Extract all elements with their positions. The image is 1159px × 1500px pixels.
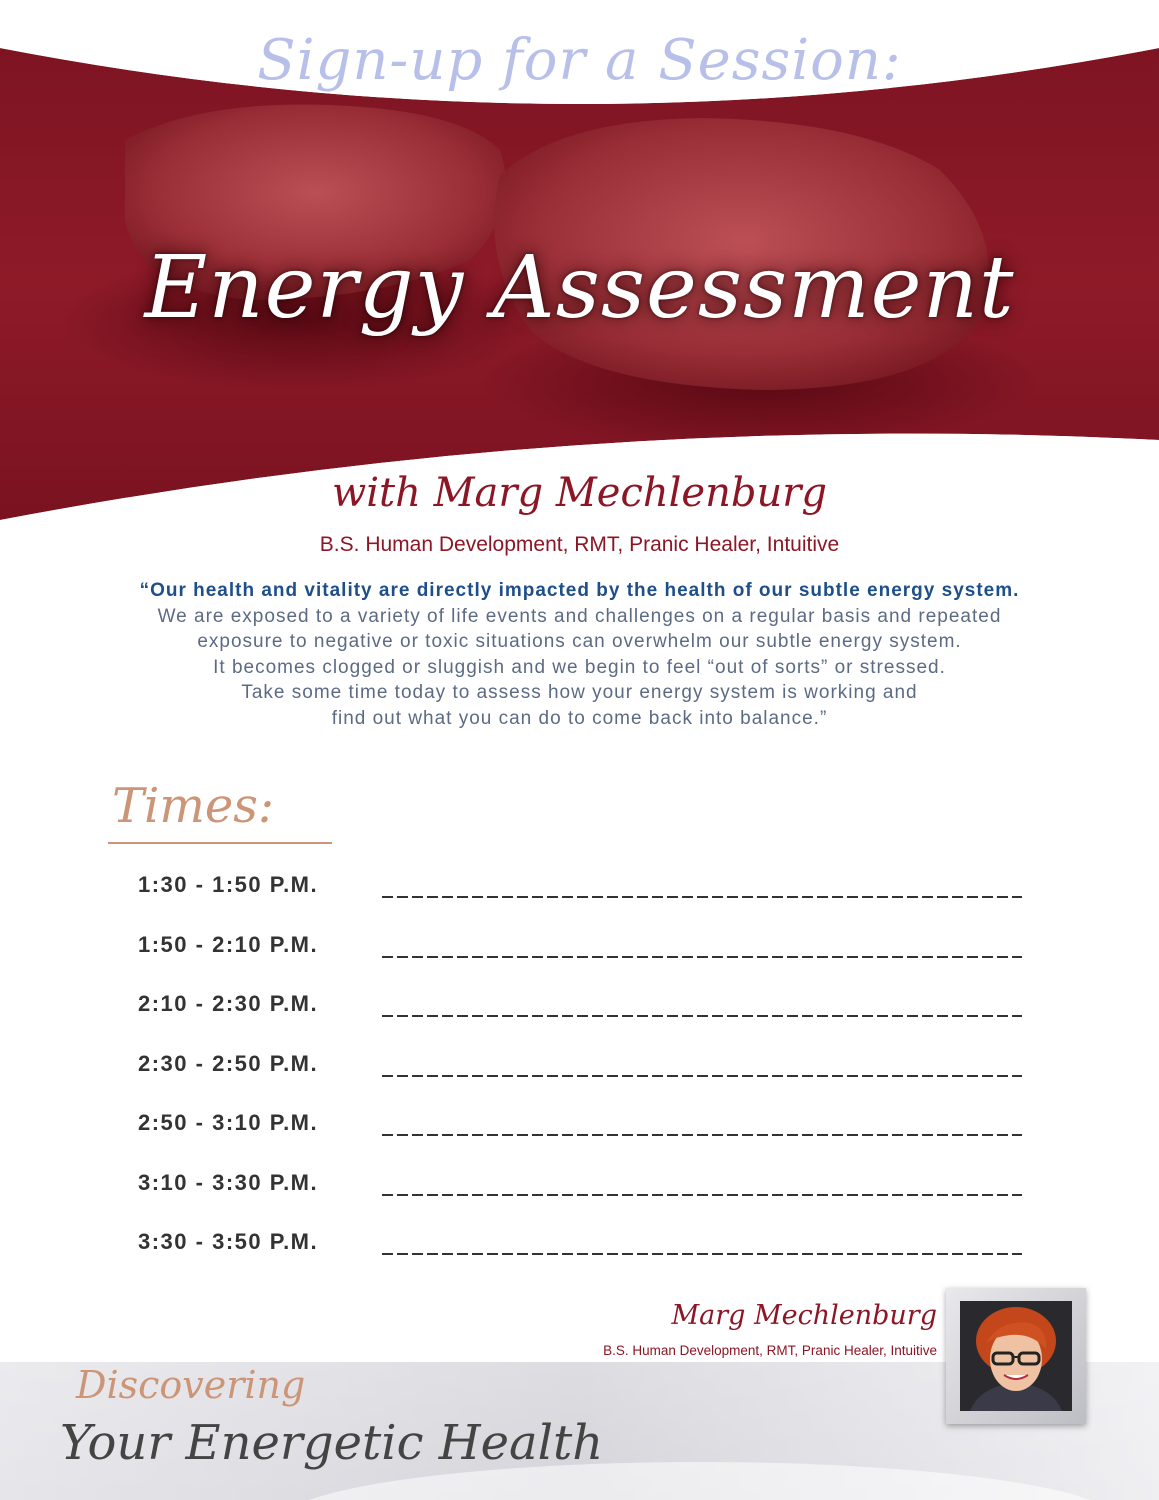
signup-heading: Sign-up for a Session: — [257, 28, 902, 93]
portrait-photo — [960, 1301, 1072, 1411]
time-slot-row — [138, 928, 1038, 988]
quote-line: It becomes clogged or sluggish and we begin to feel “out of sorts” or stressed. — [213, 656, 946, 678]
time-slot-list — [138, 868, 1038, 1285]
signup-blank-line[interactable] — [382, 1253, 1022, 1255]
footer-tagline-main: Your Energetic Health — [60, 1415, 604, 1471]
presenter-credentials: B.S. Human Development, RMT, Pranic Healer, Intuitive — [319, 533, 840, 556]
quote-line: find out what you can do to come back into balance.” — [331, 707, 828, 729]
signature-credentials: B.S. Human Development, RMT, Pranic Healer, Intuitive — [603, 1343, 937, 1358]
time-slot-row — [138, 1106, 1038, 1166]
signup-blank-line[interactable] — [382, 1015, 1022, 1017]
signup-blank-line[interactable] — [382, 896, 1022, 898]
page-title: Energy Assessment — [144, 238, 1015, 338]
times-underline — [108, 842, 332, 844]
quote-block — [30, 578, 1129, 731]
time-slot-row — [138, 1225, 1038, 1285]
quote-line: exposure to negative or toxic situations can overwhelm our subtle energy system. — [197, 631, 962, 652]
time-slot-label: 2:30 - 2:50 P.M. — [138, 1050, 319, 1076]
time-slot-label: 3:30 - 3:50 P.M. — [138, 1229, 319, 1254]
time-slot-row — [138, 1166, 1038, 1226]
signature-name: Marg Mechlenburg — [671, 1300, 937, 1331]
time-slot-label: 1:30 - 1:50 P.M. — [138, 872, 319, 897]
time-slot-row — [138, 987, 1038, 1047]
time-slot-label: 1:50 - 2:10 P.M. — [138, 931, 319, 957]
presenter-line: with Marg Mechlenburg — [332, 470, 827, 516]
times-heading: Times: — [112, 778, 275, 834]
footer-tagline-top: Discovering — [76, 1363, 306, 1407]
signup-blank-line[interactable] — [382, 1075, 1022, 1077]
quote-line: Take some time today to assess how your energy system is working and — [241, 682, 918, 703]
time-slot-label: 3:10 - 3:30 P.M. — [138, 1169, 319, 1195]
signup-blank-line[interactable] — [382, 1194, 1022, 1196]
signup-blank-line[interactable] — [382, 1134, 1022, 1136]
quote-line: We are exposed to a variety of life events and challenges on a regular basis and repeated — [157, 605, 1002, 627]
portrait-frame — [946, 1288, 1086, 1424]
time-slot-row — [138, 1047, 1038, 1107]
quote-lead: “Our health and vitality are directly impacted by the health of our subtle energy system. — [139, 580, 1020, 601]
signup-blank-line[interactable] — [382, 956, 1022, 958]
time-slot-row — [138, 868, 1038, 928]
time-slot-label: 2:50 - 3:10 P.M. — [138, 1110, 319, 1135]
time-slot-label: 2:10 - 2:30 P.M. — [138, 991, 319, 1016]
